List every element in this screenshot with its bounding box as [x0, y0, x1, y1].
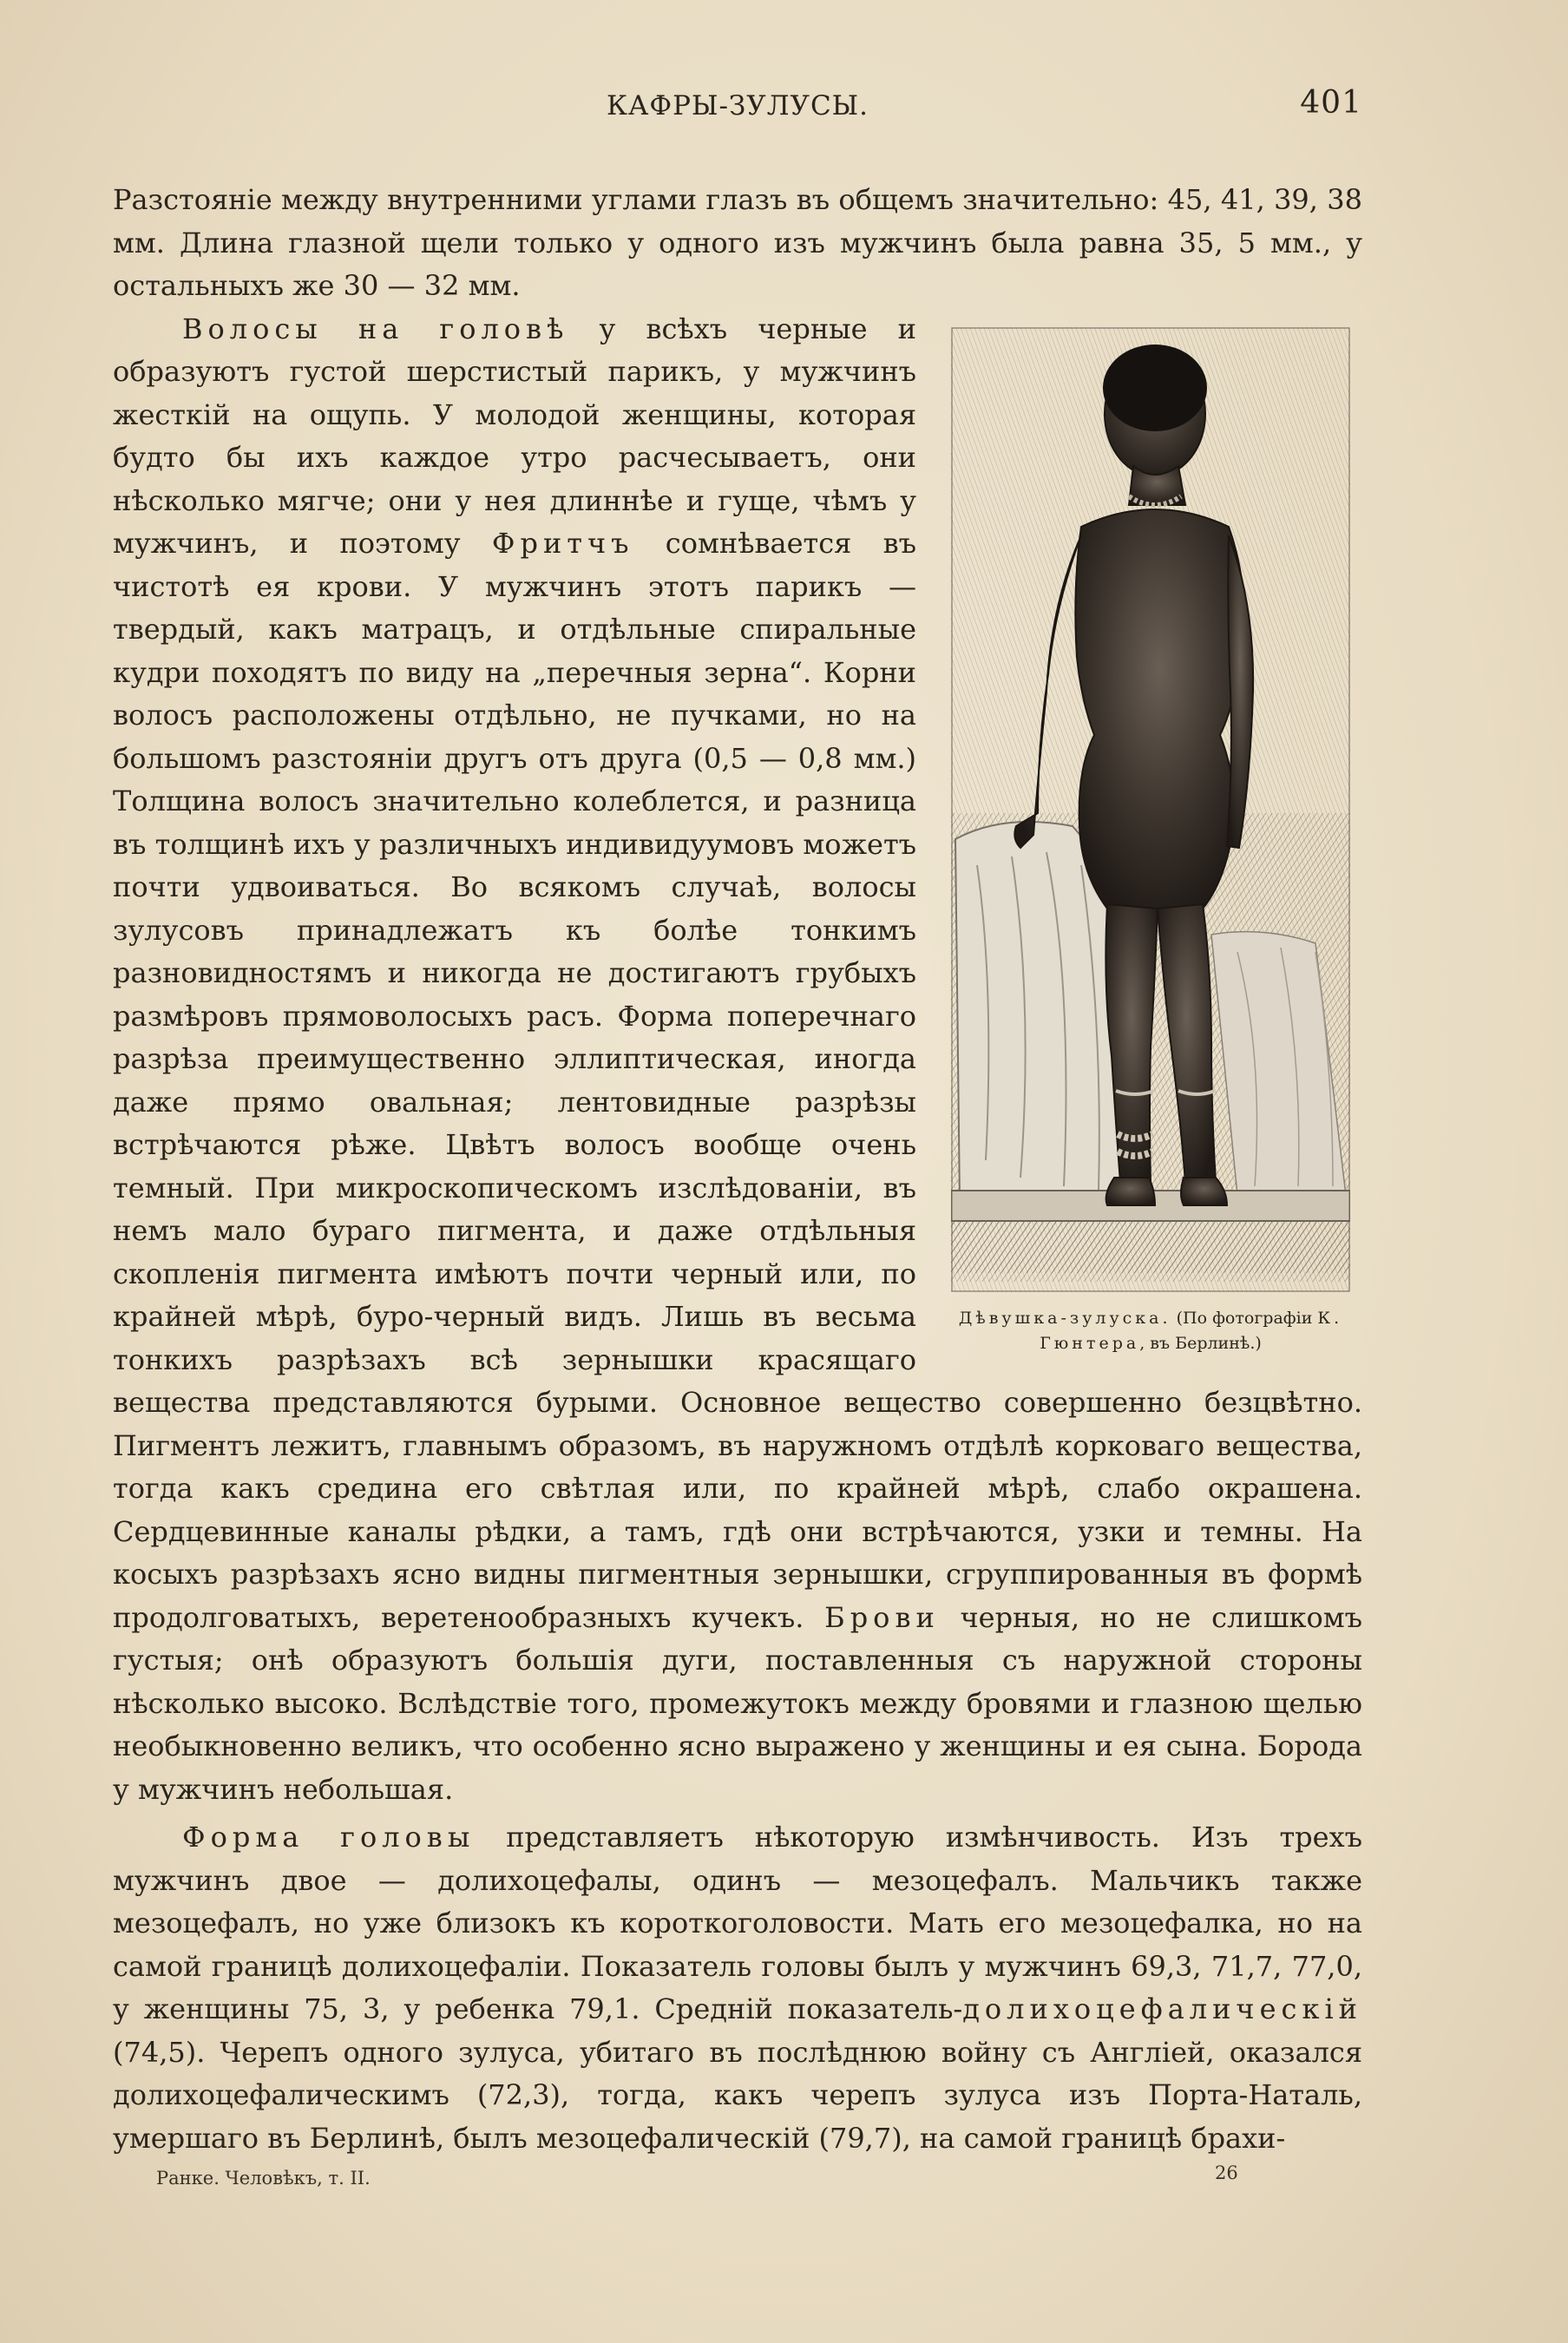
hair-text-b: сомнѣвается въ чистотѣ ея крови. У мужчинъ этотъ парикъ — твердый, какъ матрацъ, и отдѣльные спиральные кудри походятъ по виду на „перечныя зерна“. Корни волосъ расположены отдѣльно, не пучками, но на большомъ разстоянiи другъ отъ друга (0,5 — 0,8 мм.) Толщина волосъ значительно колеблется, и разница въ толщинѣ ихъ у различныхъ индивидуумовъ можетъ почти удвоиваться. Во всякомъ случаѣ, волосы зулусовъ принадлежатъ къ болѣе тонкимъ разновидностямъ и никогда не достигаютъ грубыхъ размѣровъ прямоволосыхъ расъ. Форма поперечнаго разрѣза преимущественно эллиптическая, иногда даже прямо овальная; лентовидные разрѣзы встрѣчаются рѣже. Цвѣтъ волосъ вообще очень темный. При микроскопическомъ изслѣдованiи, въ немъ мало бураго пигмента, и даже отдѣльныя скопленiя пигмента имѣютъ почти черный или, по крайней мѣрѣ, буро-черный видъ. Лишь въ весьма тонкихъ разрѣзахъ всѣ зернышки красящаго вещества представляются бурыми. Основное вещество совершенно безцвѣтно. Пигментъ лежитъ, главнымъ образомъ, въ наружномъ отдѣлѣ корковаго вещества, тогда какъ срединa его свѣтлая или, по крайней мѣрѣ, слабо окрашена. Сердцевинные каналы рѣдки, а тамъ, гдѣ они встрѣчаются, узки и темны. На косыхъ разрѣзахъ ясно видны пигментныя зернышки, сгруппированныя въ формѣ продолговатыхъ, веретенообразныхъ кучекъ.	[113, 527, 1362, 1634]
figure-caption	[939, 1306, 1362, 1356]
hair-text-a: у всѣхъ черные и образуютъ густой шерстистый парикъ, у мужчинъ жесткiй на ощупь. У молодой женщины, которая будто бы ихъ каждое утро расчесываетъ, они нѣсколько мягче; они у нея длиннѣе и гуще, чѣмъ у мужчинъ, и поэтому	[113, 312, 917, 560]
engraving-zulu-girl	[951, 327, 1350, 1292]
page-number: 401	[1300, 85, 1362, 121]
caption-photographer: К. Гюнтера	[1040, 1308, 1343, 1353]
figure	[939, 327, 1362, 1356]
body-text	[113, 179, 1362, 2160]
hair-text-c: черныя, но не слишкомъ густыя; онѣ образуютъ большiя дуги, поставленныя съ наружной стороны нѣсколько высоко. Вслѣдствiе того, промежутокъ между бровями и глазною щелью необыкновенно великъ, что особенно ясно выражено у женщины и ея сына. Борода у мужчинъ небольшая.	[113, 1600, 1363, 1806]
signature-number: 26	[1215, 2163, 1238, 2183]
paragraph-eye-distance: Разстоянiе между внутренними углами глазъ въ общемъ значительно: 45, 41, 39, 38 мм. Длина глазной щели только у одного изъ мужчинъ была равна 35, 5 мм., у остальныхъ же 30 — 32 мм.	[113, 183, 1362, 302]
caption-title: Дѣвушка-зулуска.	[958, 1308, 1171, 1328]
head-text-b: (74,5). Черепъ одного зулуса, убитаго въ послѣднюю войну съ Англiей, оказался долихоцефалическимъ (72,3), тогда, какъ черепъ зулуса изъ Порта-Наталь, умершаго въ Берлинѣ, былъ мезоцефалическiй (79,7), на самой границѣ брахи-	[113, 2035, 1362, 2155]
page-footer	[156, 2163, 1293, 2202]
caption-location: , въ Берлинѣ.)	[1139, 1333, 1262, 1353]
page-header	[113, 85, 1362, 137]
paragraph-head-form	[113, 1816, 1362, 2160]
footer-book-title: Ранке. Человѣкъ, т. II.	[156, 2168, 371, 2189]
head-text-a: представляетъ нѣкоторую измѣнчивость. Изъ трехъ мужчинъ двое — долихоцефалы, одинъ — мезоцефалъ. Мальчикъ также мезоцефалъ, но уже близокъ къ короткоголовости. Мать его мезоцефалка, но на самой границѣ долихоцефалiи. Показатель головы былъ у мужчинъ 69,3, 71,7, 77,0, у женщины 75, 3, у ребенка 79,1. Среднiй показатель-	[113, 1821, 1363, 2025]
term-dolichocephalic: долихоцефалическiй	[962, 1992, 1362, 2025]
lead-hair: Волосы на головѣ	[182, 312, 569, 345]
lead-head-form: Форма головы	[182, 1821, 476, 1854]
name-fritsch: Фритчъ	[491, 527, 634, 560]
running-head: КАФРЫ-ЗУЛУСЫ.	[606, 90, 869, 121]
lead-brows: Брови	[824, 1600, 940, 1634]
caption-source: (По фотографiи	[1171, 1308, 1318, 1328]
